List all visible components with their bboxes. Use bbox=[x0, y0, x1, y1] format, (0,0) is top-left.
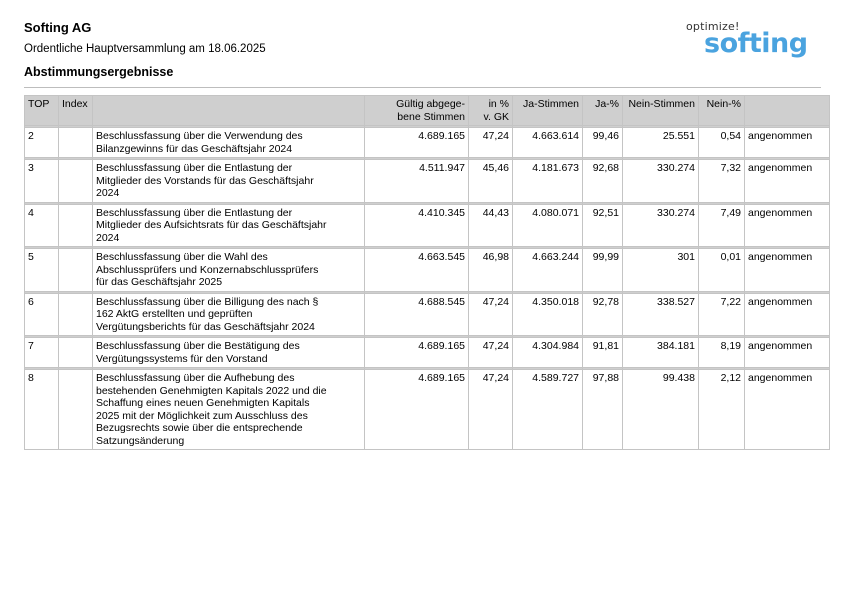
cell-valid-votes: 4.688.545 bbox=[365, 293, 469, 336]
subject-line: Mitglieder des Aufsichtsrats für das Geschäftsjahr bbox=[96, 219, 327, 231]
meeting-title: Ordentliche Hauptversammlung am 18.06.2025 bbox=[24, 43, 266, 55]
cell-yes-pct: 92,78 bbox=[583, 293, 623, 336]
col-header-yes-pct: Ja-% bbox=[583, 96, 623, 126]
cell-subject bbox=[93, 204, 365, 247]
cell-pct-capital: 45,46 bbox=[469, 160, 513, 203]
cell-top: 6 bbox=[25, 293, 59, 336]
cell-subject bbox=[93, 249, 365, 292]
cell-pct-capital: 47,24 bbox=[469, 370, 513, 450]
col-header-index: Index bbox=[59, 96, 93, 126]
subject-line: Schaffung eines neuen Genehmigten Kapitals bbox=[96, 397, 310, 409]
cell-result: angenommen bbox=[745, 370, 830, 450]
table-row bbox=[25, 160, 830, 203]
document-title: Abstimmungsergebnisse bbox=[24, 65, 174, 79]
cell-no-pct: 0,01 bbox=[699, 249, 745, 292]
cell-subject bbox=[93, 160, 365, 203]
cell-yes-votes: 4.663.614 bbox=[513, 128, 583, 158]
cell-no-pct: 0,54 bbox=[699, 128, 745, 158]
cell-result: angenommen bbox=[745, 204, 830, 247]
table-row bbox=[25, 249, 830, 292]
cell-yes-votes: 4.181.673 bbox=[513, 160, 583, 203]
cell-top: 5 bbox=[25, 249, 59, 292]
cell-subject bbox=[93, 293, 365, 336]
cell-no-pct: 7,32 bbox=[699, 160, 745, 203]
cell-index bbox=[59, 128, 93, 158]
cell-yes-votes: 4.663.244 bbox=[513, 249, 583, 292]
logo-tagline: optimize! bbox=[686, 20, 740, 33]
table-body bbox=[25, 126, 830, 450]
col-header-no-pct: Nein-% bbox=[699, 96, 745, 126]
cell-no-votes: 338.527 bbox=[623, 293, 699, 336]
subject-line: Abschlussprüfers und Konzernabschlussprüfers bbox=[96, 263, 319, 276]
cell-no-pct: 2,12 bbox=[699, 370, 745, 450]
softing-logo bbox=[686, 20, 826, 70]
cell-valid-votes: 4.511.947 bbox=[365, 160, 469, 203]
cell-top: 7 bbox=[25, 338, 59, 368]
cell-yes-pct: 91,81 bbox=[583, 338, 623, 368]
cell-pct-capital: 47,24 bbox=[469, 293, 513, 336]
cell-index bbox=[59, 249, 93, 292]
col-header-valid-line2: bene Stimmen bbox=[397, 110, 465, 123]
subject-line: 2024 bbox=[96, 187, 120, 199]
cell-valid-votes: 4.689.165 bbox=[365, 338, 469, 368]
subject-line: Beschlussfassung über die Wahl des bbox=[96, 251, 268, 263]
subject-line: Beschlussfassung über die Bestätigung des bbox=[96, 340, 300, 352]
cell-top: 8 bbox=[25, 370, 59, 450]
cell-no-pct: 7,22 bbox=[699, 293, 745, 336]
cell-valid-votes: 4.663.545 bbox=[365, 249, 469, 292]
cell-yes-pct: 99,46 bbox=[583, 128, 623, 158]
col-header-top: TOP bbox=[25, 96, 59, 126]
table-row bbox=[25, 293, 830, 336]
table-row bbox=[25, 128, 830, 158]
subject-line: 162 AktG erstellten und geprüften bbox=[96, 308, 253, 320]
cell-subject bbox=[93, 128, 365, 158]
cell-yes-pct: 92,51 bbox=[583, 204, 623, 247]
company-name: Softing AG bbox=[24, 20, 92, 35]
col-header-yes: Ja-Stimmen bbox=[513, 96, 583, 126]
cell-yes-pct: 92,68 bbox=[583, 160, 623, 203]
cell-no-pct: 8,19 bbox=[699, 338, 745, 368]
cell-subject bbox=[93, 338, 365, 368]
subject-line: Mitglieder des Vorstands für das Geschäftsjahr bbox=[96, 174, 314, 187]
cell-index bbox=[59, 160, 93, 203]
cell-index bbox=[59, 370, 93, 450]
table-row bbox=[25, 370, 830, 450]
header-divider bbox=[24, 87, 821, 88]
cell-no-votes: 301 bbox=[623, 249, 699, 292]
table-row bbox=[25, 338, 830, 368]
subject-line: Bilanzgewinns für das Geschäftsjahr 2024 bbox=[96, 142, 293, 155]
cell-valid-votes: 4.689.165 bbox=[365, 128, 469, 158]
cell-yes-votes: 4.080.071 bbox=[513, 204, 583, 247]
cell-yes-votes: 4.304.984 bbox=[513, 338, 583, 368]
subject-line: Vergütungsberichts für das Geschäftsjahr 2024 bbox=[96, 320, 315, 333]
col-header-result bbox=[745, 96, 830, 126]
cell-yes-pct: 99,99 bbox=[583, 249, 623, 292]
cell-result: angenommen bbox=[745, 293, 830, 336]
cell-no-pct: 7,49 bbox=[699, 204, 745, 247]
cell-yes-pct: 97,88 bbox=[583, 370, 623, 450]
cell-pct-capital: 44,43 bbox=[469, 204, 513, 247]
cell-pct-capital: 47,24 bbox=[469, 338, 513, 368]
cell-no-votes: 384.181 bbox=[623, 338, 699, 368]
cell-result: angenommen bbox=[745, 160, 830, 203]
col-header-subject bbox=[93, 96, 365, 126]
cell-yes-votes: 4.589.727 bbox=[513, 370, 583, 450]
voting-results-table bbox=[24, 95, 830, 450]
cell-no-votes: 99.438 bbox=[623, 370, 699, 450]
cell-result: angenommen bbox=[745, 338, 830, 368]
subject-line: Beschlussfassung über die Entlastung der bbox=[96, 206, 293, 219]
cell-top: 3 bbox=[25, 160, 59, 203]
cell-yes-votes: 4.350.018 bbox=[513, 293, 583, 336]
cell-result: angenommen bbox=[745, 128, 830, 158]
cell-pct-capital: 47,24 bbox=[469, 128, 513, 158]
cell-index bbox=[59, 204, 93, 247]
cell-valid-votes: 4.689.165 bbox=[365, 370, 469, 450]
col-header-pct-gk bbox=[469, 96, 513, 126]
subject-line: Beschlussfassung über die Aufhebung des bbox=[96, 372, 295, 384]
col-header-pct-line1: in % bbox=[488, 98, 509, 110]
cell-result: angenommen bbox=[745, 249, 830, 292]
subject-line: Beschlussfassung über die Billigung des nach § bbox=[96, 295, 319, 308]
cell-valid-votes: 4.410.345 bbox=[365, 204, 469, 247]
subject-line: bestehenden Genehmigten Kapitals 2022 und die bbox=[96, 384, 327, 397]
cell-pct-capital: 46,98 bbox=[469, 249, 513, 292]
table-row bbox=[25, 204, 830, 247]
subject-line: für das Geschäftsjahr 2025 bbox=[96, 276, 223, 288]
subject-line: 2025 mit der Möglichkeit zum Ausschluss des bbox=[96, 409, 308, 422]
cell-index bbox=[59, 293, 93, 336]
subject-line: 2024 bbox=[96, 231, 120, 244]
subject-line: Bezugsrechts sowie über die entsprechende bbox=[96, 422, 303, 434]
cell-no-votes: 330.274 bbox=[623, 204, 699, 247]
col-header-no: Nein-Stimmen bbox=[623, 96, 699, 126]
cell-index bbox=[59, 338, 93, 368]
cell-no-votes: 330.274 bbox=[623, 160, 699, 203]
cell-subject bbox=[93, 370, 365, 450]
cell-top: 4 bbox=[25, 204, 59, 247]
col-header-valid-line1: Gültig abgege- bbox=[396, 98, 465, 110]
cell-top: 2 bbox=[25, 128, 59, 158]
logo-wordmark: softing bbox=[704, 28, 808, 59]
cell-no-votes: 25.551 bbox=[623, 128, 699, 158]
subject-line: Satzungsänderung bbox=[96, 434, 185, 447]
subject-line: Beschlussfassung über die Verwendung des bbox=[96, 130, 303, 142]
subject-line: Vergütungssystems für den Vorstand bbox=[96, 352, 268, 365]
col-header-valid bbox=[365, 96, 469, 126]
table-header-row bbox=[25, 96, 830, 126]
subject-line: Beschlussfassung über die Entlastung der bbox=[96, 162, 293, 174]
col-header-pct-line2: v. GK bbox=[483, 110, 509, 123]
